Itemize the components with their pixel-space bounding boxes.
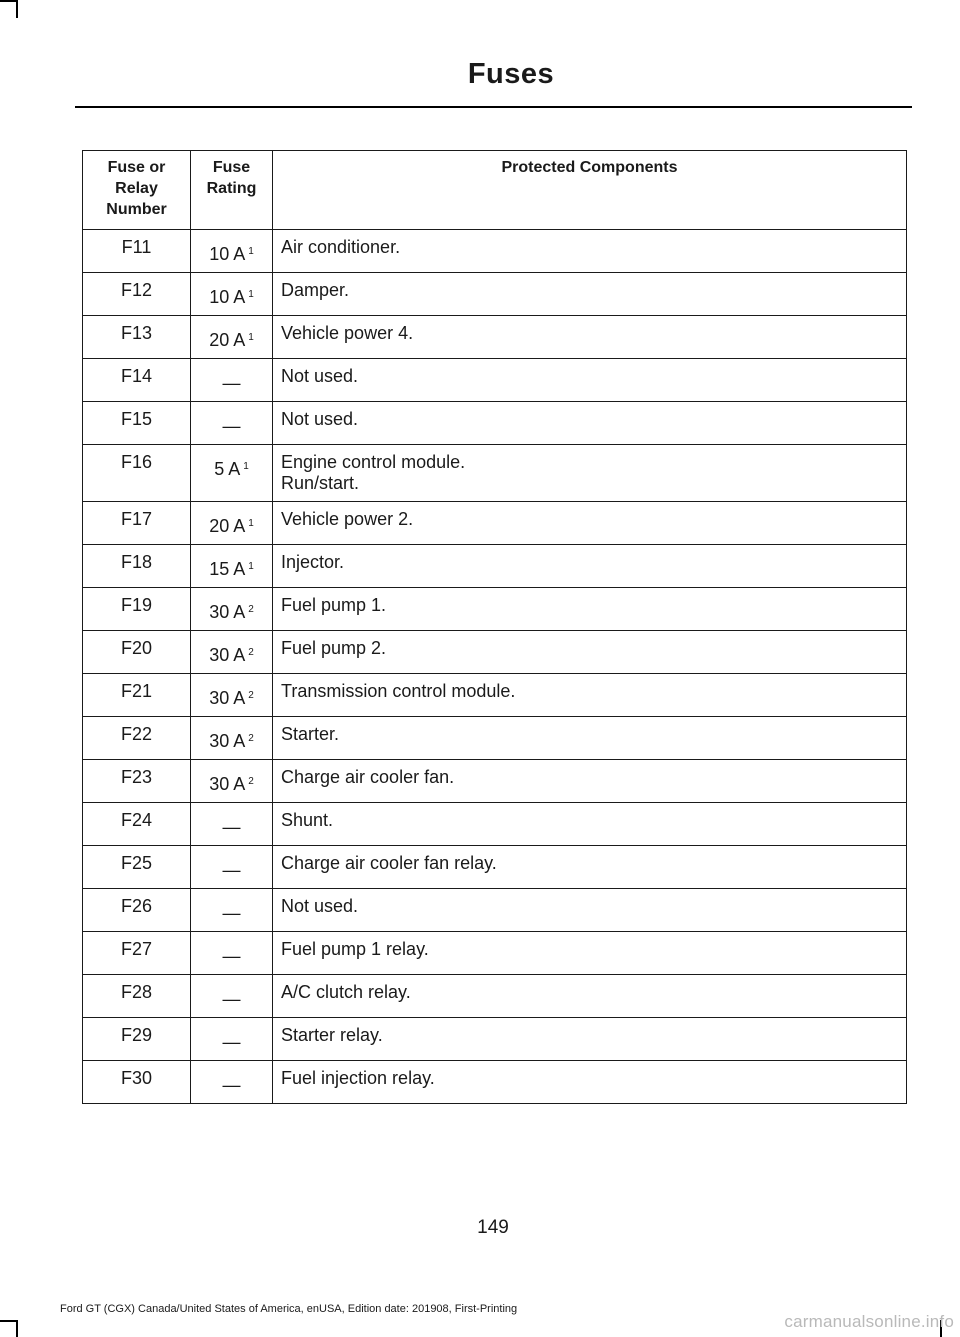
fuse-rating: — [222,946,241,966]
fuse-number: F23 [83,760,191,803]
table-row [83,631,907,674]
table-row [83,359,907,402]
protected-components [273,273,907,316]
component-text: Injector. [281,552,345,572]
table-row [83,975,907,1018]
table-row [83,230,907,273]
fuse-rating-cell [191,674,273,717]
protected-components [273,230,907,273]
fuse-rating: — [222,903,241,923]
table-row [83,445,907,502]
footnote-marker: 1 [248,246,254,257]
fuse-rating: 30 A [209,774,246,794]
component-text: Fuel pump 2. [281,638,387,658]
protected-components [273,846,907,889]
fuse-rating-cell [191,846,273,889]
fuse-number: F20 [83,631,191,674]
table-row [83,402,907,445]
component-text: Damper. [281,280,350,300]
footnote-marker: 2 [248,604,254,615]
fuse-rating-cell [191,545,273,588]
protected-components [273,359,907,402]
table-row [83,760,907,803]
protected-components [273,588,907,631]
fuse-rating: 20 A [209,516,246,536]
fuse-table [82,150,907,1104]
footnote-marker: 2 [248,776,254,787]
fuse-number: F17 [83,502,191,545]
protected-components [273,932,907,975]
protected-components [273,674,907,717]
fuse-number: F12 [83,273,191,316]
fuse-number: F25 [83,846,191,889]
component-text: Run/start. [281,473,360,493]
protected-components [273,631,907,674]
table-row [83,803,907,846]
fuse-rating: — [222,860,241,880]
fuse-rating-cell [191,402,273,445]
fuse-rating-cell [191,631,273,674]
fuse-rating: 30 A [209,645,246,665]
fuse-number: F11 [83,230,191,273]
table-header-row [83,151,907,230]
footnote-marker: 1 [243,461,249,472]
fuse-number: F27 [83,932,191,975]
fuse-rating: — [222,1032,241,1052]
component-text: Engine control module. [281,452,466,472]
protected-components [273,760,907,803]
fuse-rating: — [222,373,241,393]
protected-components [273,889,907,932]
component-text: Vehicle power 2. [281,509,414,529]
protected-components [273,1018,907,1061]
fuse-rating-cell [191,889,273,932]
fuse-number: F29 [83,1018,191,1061]
column-header-components: Protected Components [273,151,907,230]
component-text: Fuel pump 1. [281,595,387,615]
component-text: Not used. [281,896,359,916]
table-row [83,502,907,545]
fuse-rating: — [222,989,241,1009]
protected-components [273,445,907,502]
table-row [83,889,907,932]
fuse-number: F30 [83,1061,191,1104]
header-rule [75,106,912,108]
fuse-rating: 10 A [209,244,246,264]
fuse-number: F13 [83,316,191,359]
fuse-rating-cell [191,760,273,803]
crop-mark-top-left-vertical [16,0,18,18]
page-number: 149 [477,1217,509,1238]
fuse-table-body [83,230,907,1104]
crop-mark-bottom-left [0,1320,16,1322]
component-text: Not used. [281,366,359,386]
fuse-rating-cell [191,588,273,631]
fuse-rating-cell [191,445,273,502]
crop-mark-top-left [0,0,16,2]
component-text: Transmission control module. [281,681,516,701]
protected-components [273,717,907,760]
fuse-number: F14 [83,359,191,402]
component-text: Fuel injection relay. [281,1068,435,1088]
footnote-marker: 1 [248,518,254,529]
fuse-rating-cell [191,717,273,760]
fuse-number: F22 [83,717,191,760]
component-text: Air conditioner. [281,237,401,257]
component-text: A/C clutch relay. [281,982,411,1002]
table-row [83,273,907,316]
footnote-marker: 2 [248,647,254,658]
footnote-marker: 2 [248,733,254,744]
component-text: Shunt. [281,810,334,830]
fuse-number: F26 [83,889,191,932]
table-row [83,674,907,717]
fuse-rating: — [222,1075,241,1095]
watermark: carmanualsonline.info [784,1312,954,1331]
fuse-number: F18 [83,545,191,588]
fuse-number: F19 [83,588,191,631]
fuse-rating-cell [191,316,273,359]
fuse-rating-cell [191,1061,273,1104]
fuse-rating-cell [191,975,273,1018]
fuse-rating: 5 A [214,459,241,479]
fuse-number: F28 [83,975,191,1018]
fuse-number: F24 [83,803,191,846]
table-row [83,588,907,631]
column-header-rating: Fuse Rating [191,151,273,230]
column-header-number: Fuse or Relay Number [83,151,191,230]
fuse-rating-cell [191,803,273,846]
fuse-rating-cell [191,230,273,273]
fuse-rating-cell [191,359,273,402]
fuse-rating: — [222,817,241,837]
fuse-rating-cell [191,273,273,316]
fuse-number: F15 [83,402,191,445]
component-text: Fuel pump 1 relay. [281,939,429,959]
protected-components [273,803,907,846]
component-text: Vehicle power 4. [281,323,414,343]
table-row [83,1061,907,1104]
fuse-rating: 20 A [209,330,246,350]
component-text: Starter. [281,724,340,744]
component-text: Not used. [281,409,359,429]
fuse-rating-cell [191,502,273,545]
footer-edition: Ford GT (CGX) Canada/United States of America, enUSA, Edition date: 201908, First-Printing [60,1303,518,1315]
protected-components [273,402,907,445]
component-text: Charge air cooler fan. [281,767,455,787]
component-text: Charge air cooler fan relay. [281,853,497,873]
page-title: Fuses [467,58,555,90]
fuse-rating: 30 A [209,731,246,751]
fuse-number: F16 [83,445,191,502]
fuse-rating: — [222,416,241,436]
protected-components [273,1061,907,1104]
footnote-marker: 1 [248,561,254,572]
table-row [83,932,907,975]
table-row [83,846,907,889]
fuse-number: F21 [83,674,191,717]
fuse-rating: 30 A [209,602,246,622]
protected-components [273,502,907,545]
fuse-rating: 30 A [209,688,246,708]
fuse-rating: 10 A [209,287,246,307]
footnote-marker: 2 [248,690,254,701]
fuse-rating-cell [191,1018,273,1061]
fuse-rating-cell [191,932,273,975]
footnote-marker: 1 [248,332,254,343]
table-row [83,545,907,588]
table-row [83,316,907,359]
crop-mark-bottom-left-vertical [16,1320,18,1337]
footnote-marker: 1 [248,289,254,300]
table-row [83,717,907,760]
protected-components [273,316,907,359]
table-row [83,1018,907,1061]
fuse-rating: 15 A [209,559,246,579]
component-text: Starter relay. [281,1025,383,1045]
protected-components [273,975,907,1018]
protected-components [273,545,907,588]
